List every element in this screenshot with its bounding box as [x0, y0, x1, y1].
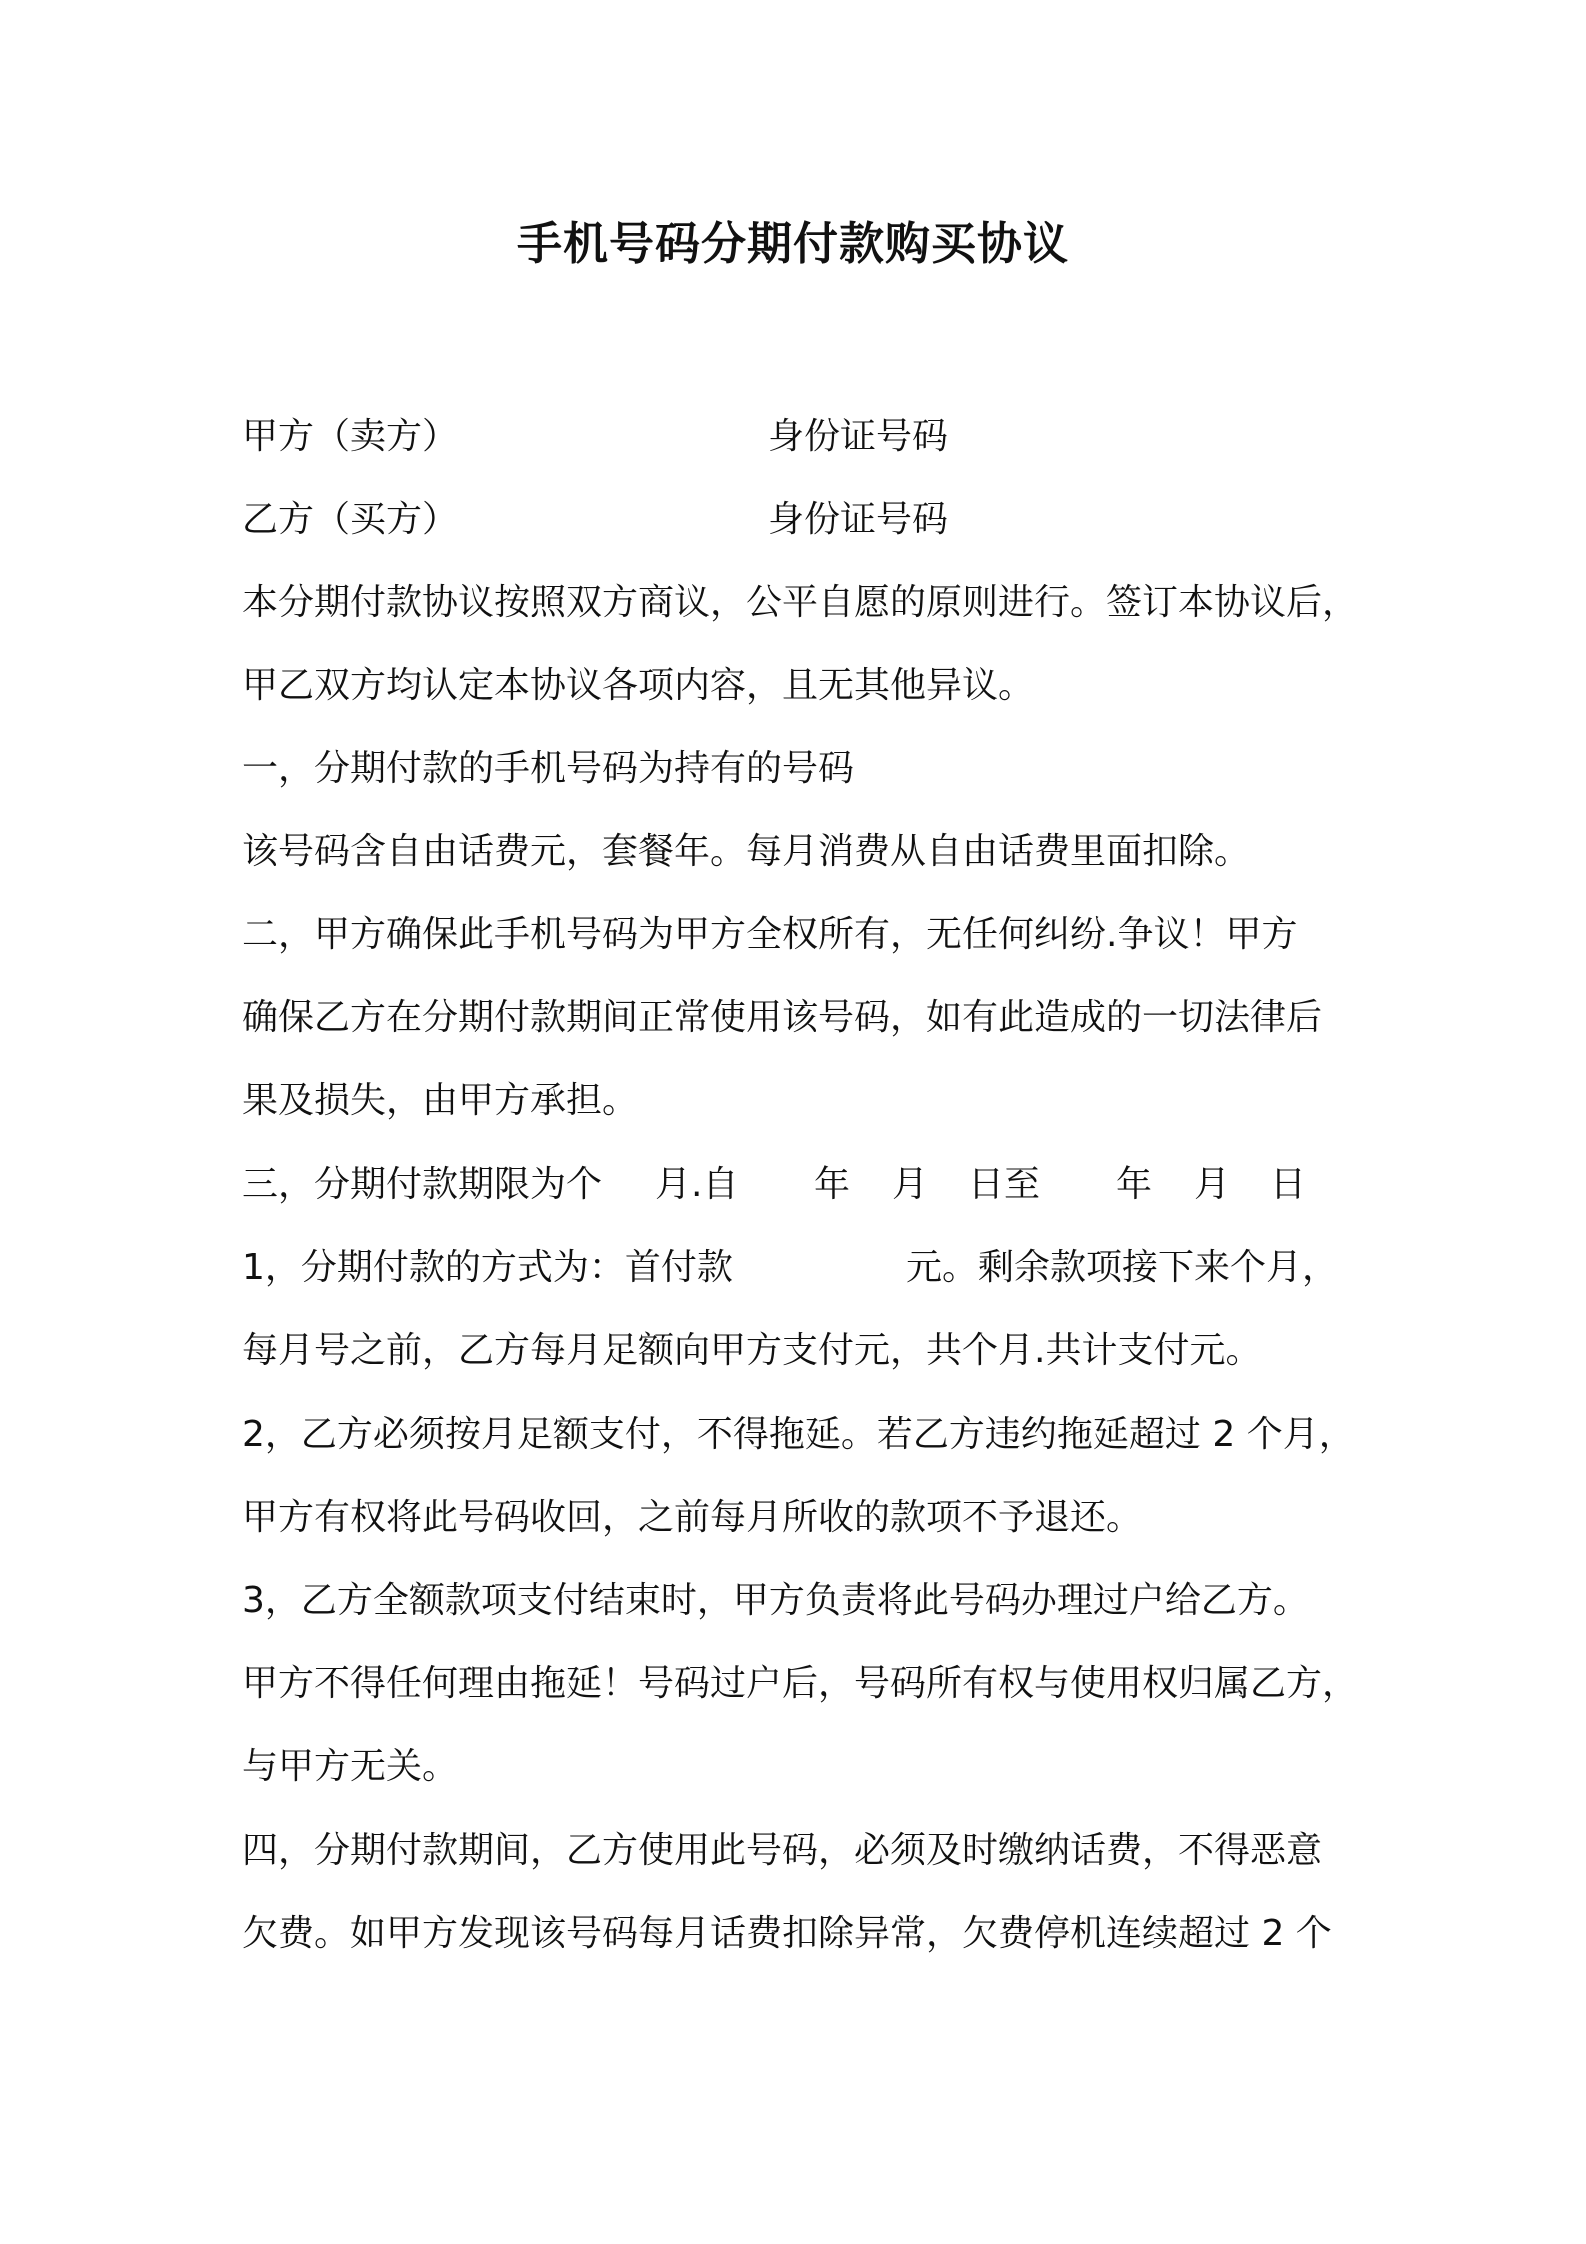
section-three-term-line [242, 1160, 1362, 1210]
term-part: 月 [1194, 1164, 1231, 1205]
term-part: 年 [814, 1164, 851, 1205]
term-part: 日至 [968, 1164, 1041, 1205]
body-line: 甲乙双方均认定本协议各项内容，且无其他异议。 [242, 665, 1035, 706]
body-line: 与甲方无关。 [242, 1746, 459, 1787]
payment-part: 元。剩余款项接下来个月， [906, 1247, 1339, 1288]
body-line: 2，乙方必须按月足额支付，不得拖延。若乙方违约拖延超过 2 个月， [242, 1414, 1355, 1455]
body-line: 确保乙方在分期付款期间正常使用该号码，如有此造成的一切法律后 [242, 997, 1323, 1038]
body-line: 甲方有权将此号码收回，之前每月所收的款项不予退还。 [242, 1497, 1143, 1538]
section-two-heading: 二，甲方确保此手机号码为甲方全权所有，无任何纠纷.争议！甲方 [242, 914, 1298, 955]
party-a-id-label: 身份证号码 [768, 416, 949, 457]
party-a-label: 甲方（卖方） [242, 416, 459, 457]
body-line: 该号码含自由话费元，套餐年。每月消费从自由话费里面扣除。 [242, 831, 1251, 872]
term-part: 年 [1116, 1164, 1153, 1205]
document-title: 手机号码分期付款购买协议 [516, 217, 1069, 270]
payment-method-line [242, 1243, 1362, 1293]
body-line: 果及损失，由甲方承担。 [242, 1080, 639, 1121]
term-part: 月 [892, 1164, 929, 1205]
party-b-id-label: 身份证号码 [768, 499, 949, 540]
section-one-heading: 一，分期付款的手机号码为持有的号码 [242, 748, 855, 789]
body-line: 每月号之前，乙方每月足额向甲方支付元，共个月.共计支付元。 [242, 1330, 1262, 1371]
section-four-heading: 四，分期付款期间，乙方使用此号码，必须及时缴纳话费，不得恶意 [242, 1830, 1323, 1871]
term-part: 三，分期付款期限为个 [242, 1164, 603, 1205]
term-part: 日 [1270, 1164, 1307, 1205]
term-part: 月.自 [655, 1164, 739, 1205]
body-line: 甲方不得任何理由拖延！号码过户后，号码所有权与使用权归属乙方， [242, 1663, 1359, 1704]
body-line: 本分期付款协议按照双方商议，公平自愿的原则进行。签订本协议后， [242, 582, 1359, 623]
body-line: 欠费。如甲方发现该号码每月话费扣除异常，欠费停机连续超过 2 个 [242, 1913, 1332, 1954]
party-b-label: 乙方（买方） [242, 499, 459, 540]
body-line: 3，乙方全额款项支付结束时，甲方负责将此号码办理过户给乙方。 [242, 1580, 1309, 1621]
payment-part: 1，分期付款的方式为：首付款 [242, 1247, 733, 1288]
